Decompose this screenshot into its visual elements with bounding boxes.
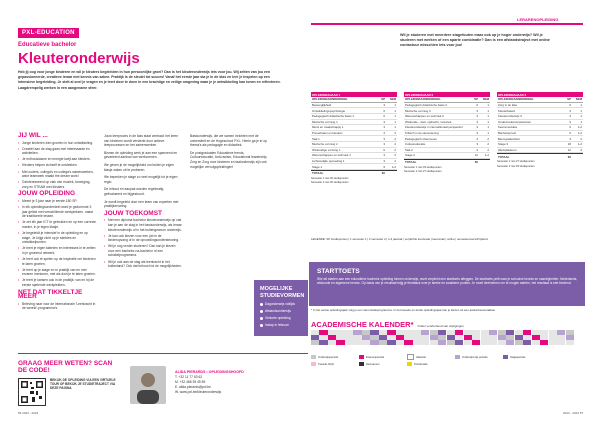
list-item: • Je begeleidt je intensief in de opleiding en op stage. Je krijgt zicht op je sterktes en ontwikkelpunten. (18, 231, 96, 245)
calendar-cell (498, 335, 506, 340)
calendar-legend (311, 354, 583, 366)
table-cell: 3 (476, 142, 478, 147)
table-cell: 12 (474, 153, 478, 158)
jij-wil-list (18, 141, 96, 190)
list-item: • In elk opleidingsonderdeel word je gedurende 3 jaar geleid met verschillende werkplekken, naast de traditionele lessen. (18, 205, 96, 219)
studievorm-item: Instap in februari (260, 323, 289, 327)
legend-item: Examenperiode (359, 354, 401, 360)
calendar-cell (532, 340, 540, 345)
calendar-cell (481, 340, 489, 345)
table-cell: 6 (383, 114, 385, 119)
table-header: OPLEIDINGSJAAR 2 (404, 92, 490, 97)
table-cell: 1 (487, 103, 489, 108)
table-cell: Taal 1 (312, 136, 320, 141)
calendar-cell (515, 335, 523, 340)
table-cell: 2 (394, 131, 396, 136)
calendar-cell (464, 335, 472, 340)
calendar-cell (379, 335, 387, 340)
calendar-cell (413, 335, 421, 340)
calendar-cell (370, 335, 378, 340)
table-total: TOTAAL 60 (311, 170, 397, 176)
table-cell: Stage 1 (312, 164, 322, 169)
calendar-cell (387, 330, 395, 335)
table-total: TOTAAL 60 (404, 159, 490, 165)
jouw-opleiding-list (18, 199, 96, 288)
calendar-cell (472, 335, 480, 340)
table-cell: 3 (569, 119, 571, 124)
intro-text: Heb jij oog voor jonge kinderen en wil je kleuters begeleiden in hun persoonlijke groei? Dan is het kleuteronderwijs iets voor jou. Wij zetten van jou een gepassioneerde, creatieve leraar met kennis van zaken. Praktijk is de sleutel tot succes! Vanaf het eerste jaar sta je in de klas en leer je inspelen op een intensieve begeleiding. Je stelt al snel je vragen en je leert door te doen in een krachtige en veilige omgeving waar je je ontwikkeling kan tonen en reflecteren. Laagdrempelig werken in een aangename sfeer. (18, 70, 281, 90)
calendar-cell (387, 340, 395, 345)
calendar-cell (472, 340, 480, 345)
bullet-icon (260, 310, 263, 313)
calendar-cell (455, 335, 463, 340)
table-cell: 1 (394, 114, 396, 119)
qr-code-icon[interactable] (18, 378, 46, 406)
calendar-cell (336, 340, 344, 345)
table-cell: 1 (487, 119, 489, 124)
table-note: Semester 1 met 30 studiepunten (311, 176, 349, 180)
table-cell: 3 (383, 159, 385, 164)
table-note: Semester 1 met 27 studiepunten (497, 160, 535, 164)
bullet-icon (260, 303, 263, 306)
calendar-note: Onder voorbehoud van wijzigingen (417, 324, 464, 328)
studievormen-box (254, 280, 308, 336)
legend-item: Vakantie (407, 354, 449, 360)
table-cell: 1 (487, 108, 489, 113)
calendar-cell (438, 335, 446, 340)
program-tag: PXL-EDUCATION (18, 28, 79, 38)
legend-item: Herexamen (359, 362, 401, 366)
calendar-cell (549, 330, 557, 335)
column-left (18, 134, 96, 313)
calendar-cell (523, 340, 531, 345)
calendar-cell (566, 340, 574, 345)
table-cell: 3 (476, 119, 478, 124)
calendar-cell (566, 330, 574, 335)
table-cell: 2 (394, 136, 396, 141)
table-cell: Taal 2 (405, 147, 413, 152)
calendar-cell (557, 330, 565, 335)
calendar-cell (311, 340, 319, 345)
list-item: • Geinteresseerd op vlak van muziek, beweging, zorg en STEAM met kleuters. (18, 180, 96, 189)
calendar-cell (515, 340, 523, 345)
table-cell: Preverbalen en kleuters (312, 131, 343, 136)
legend-item: Proclamatie (407, 362, 449, 366)
table-cell: Stage 2 (405, 153, 415, 158)
calendar-cell (396, 335, 404, 340)
table-cell: 1 (487, 125, 489, 130)
page-title: Kleuteronderwijs (18, 50, 140, 67)
column-right (190, 134, 268, 172)
table-cell: 12 (567, 147, 571, 152)
table-cell: 3 (476, 131, 478, 136)
table-cell: 3 (569, 108, 571, 113)
divider (311, 23, 583, 25)
table-cell: 3 (383, 119, 385, 124)
section-label: LERARENOPLEIDING (517, 17, 559, 22)
calendar-cell (447, 330, 455, 335)
calendar-cell (370, 340, 378, 345)
calendar-cell (566, 335, 574, 340)
list-item: • Jonge kinderen zien groeien in hun ontwikkeling. (18, 141, 96, 146)
table-subheader: OPLEIDINGSONDERDEEL SP SEM (312, 97, 396, 102)
table-cell: 3 (476, 125, 478, 130)
table-cell: 3 (569, 136, 571, 141)
studievormen-title: MOGELIJKE STUDIEVORMEN (260, 286, 305, 299)
table-cell: Mens en maatschappij 1 (312, 125, 344, 130)
calendar-cell (540, 335, 548, 340)
calendar-cell (447, 340, 455, 345)
table-cell: 1 (580, 108, 582, 113)
calendar-cell (472, 330, 480, 335)
table-cell: 1-2 (577, 131, 582, 136)
table-cell: Muzische vorming 2 (312, 142, 338, 147)
paragraph: We geven je de mogelijkheid om buiten je eigen klasje zaken uit te proberen. (104, 162, 174, 172)
legend-item: Tweede zittijd (311, 362, 353, 366)
calendar-cell (455, 340, 463, 345)
calendar-cell (464, 340, 472, 345)
table-cell: 9 (383, 164, 385, 169)
calendar-cell (447, 335, 455, 340)
calendar-cell (328, 340, 336, 345)
table-cell: 1 (580, 114, 582, 119)
table-cell: Kleuterbeleid (498, 108, 515, 113)
calendar-cell (404, 340, 412, 345)
column-middle (104, 134, 182, 270)
list-item: • Je kan ook kiezen voor een job in de kinderopvang of in de opvoedingsondersteuning. (104, 234, 182, 243)
calendar-cell (396, 330, 404, 335)
calendar-cell (430, 330, 438, 335)
table-cell: 3 (383, 153, 385, 158)
list-item: • Met een diploma bachelor kleuteronderwijs op zak kan je aan de slag in het basisonderwijs, als leraar kleuteronderwijs of in het buitengewoon onderwijs. (104, 218, 182, 232)
calendar-cell (506, 335, 514, 340)
paragraph: Basisonderwijs, die we samen inrichten met de universiteit en de Hogeschool PXL. Hierin ga je in op thema's als pedagogie en didactiek. (190, 134, 267, 148)
table-cell: Kleuteronderwijs in internationaal perspectief (405, 125, 463, 130)
table-cell: Wiskunde - doel, opdracht, motoriek (405, 119, 452, 124)
table-cell: 3 (383, 125, 385, 130)
jouw-opleiding-heading: JOUW OPLEIDING (18, 190, 76, 198)
table-cell: Wetenschappen en techniek 1 (312, 153, 351, 158)
table-cell: 1 (394, 125, 396, 130)
calendar-cell (489, 330, 497, 335)
table-year-3 (497, 92, 583, 168)
table-cell: 2 (487, 142, 489, 147)
studievorm-item: Afstandsonderwijs (260, 309, 291, 313)
table-note: Semester 2 met 30 studiepunten (311, 181, 349, 185)
table-cell: Beweeglijkheid (312, 103, 332, 108)
legend-item: Onderwijsvrije periode (455, 354, 497, 360)
list-item: • Je leert je eigen talenten en interesses in te zetten in je groeiend netwerk. (18, 246, 96, 255)
table-cell: 1-2 (484, 153, 489, 158)
calendar-cell (421, 340, 429, 345)
table-cell: 2 (394, 153, 396, 158)
calendar-cell (362, 330, 370, 335)
calendar-cell (353, 340, 361, 345)
table-total: TOTAAL 60 (497, 153, 583, 159)
contact-name: ALIDA PIERARDS • OPLEIDINGSHOOFD (175, 370, 244, 374)
calendar-cell (549, 340, 557, 345)
table-cell: Zorg in de klas (498, 103, 517, 108)
table-cell: 6 (569, 131, 571, 136)
list-item: • Beleving naar voor de internationale 'Leerkracht in de wereld'-programma's. (18, 302, 96, 311)
table-cell: 3 (569, 114, 571, 119)
table-cell: Ontwikkelingspsychologie (312, 108, 346, 113)
table-cell: Cultuureducatie (405, 142, 426, 147)
table-year-2 (404, 92, 490, 174)
table-cell: 3 (476, 136, 478, 141)
studievorm-item: Verkorte opleiding (260, 316, 291, 320)
calendar-cell (481, 330, 489, 335)
table-subheader: OPLEIDINGSONDERDEEL SP SEM (405, 97, 489, 102)
calendar-cell (506, 330, 514, 335)
paragraph: De inhoud en aanpak worden regelmatig geëvalueerd en bijgestuurd. (104, 187, 164, 196)
table-cell: 1-2 (391, 164, 396, 169)
calendar-cell (328, 330, 336, 335)
table-cell: 1 (580, 103, 582, 108)
table-cell: 1 (580, 119, 582, 124)
calendar-cell (362, 340, 370, 345)
calendar-cell (370, 330, 378, 335)
table-cell: Onderzoekscompetenties (498, 119, 531, 124)
starttoets-body: Wie wil starten aan een educatieve bachelor opleiding binnen onderwijs, moet verplicht een starttoets afleggen. De starttoets peilt naar je schoolse kennis en vaardigheden: Nederlands, wiskunde en algemene kennis. Op basis van je resultaat krijg je feedback over je sterke en zwakkere punten. Je moet deelnemen om te mogen starten, het resultaat is niet bindend. (317, 277, 578, 286)
table-cell: 6 (383, 147, 385, 152)
calendar-cell (540, 330, 548, 335)
table-cell: 18 (567, 142, 571, 147)
calendar-cell (328, 335, 336, 340)
list-item: • Je leert je kansen ook in de praktijk: van en bij de eerste spelende werkplekken. (18, 278, 96, 287)
calendar-cell (430, 340, 438, 345)
jouw-toekomst-heading: JOUW TOEKOMST (104, 209, 163, 217)
calendar-cell (319, 330, 327, 335)
table-header: OPLEIDINGSJAAR 3 (497, 92, 583, 97)
table-cell: 3 (383, 136, 385, 141)
table-cell: 2 (580, 147, 582, 152)
calendar-cell (319, 340, 327, 345)
calendar-grid (311, 330, 583, 346)
paragraph: Je wordt begeleid door een team van experten met praktijkervaring. (104, 199, 179, 209)
intro-question: Wil je studeren met meerdere stagefouten maar ook op je hoger onderwijs? Wil je studeren met werken of een aparte combinatie? Dan is een afstandstraject met online contactuur misschien iets voor jou! (400, 33, 550, 47)
table-cell: Pedagogisch didactische basis 1 (312, 114, 354, 119)
calendar-cell (489, 340, 497, 345)
contact-block (175, 370, 244, 395)
calendar-cell (421, 330, 429, 335)
table-note: Semester 2 met 27 studiepunten (404, 170, 442, 174)
starttoets-title: STARTTOETS (317, 268, 360, 275)
table-cell: 3 (476, 147, 478, 152)
table-cell: Pedagogisch observeren (405, 136, 437, 141)
table-cell: Pedagogisch didactische basis 2 (405, 103, 447, 108)
table-cell: 6 (476, 103, 478, 108)
table-cell: 2 (394, 159, 396, 164)
calendar-cell (523, 335, 531, 340)
contact-cta-title: GRAAG MEER WETEN? SCAN DE CODE! (18, 360, 113, 375)
table-cell: 6 (569, 125, 571, 130)
calendar-cell (362, 335, 370, 340)
table-cell: 1 (394, 108, 396, 113)
calendar-cell (345, 335, 353, 340)
contact-email[interactable]: E. alida.pierards@pxl.be (175, 385, 211, 389)
table-cell: 2 (487, 136, 489, 141)
calendar-cell (421, 335, 429, 340)
paragraph: Jouw leerproces in de klas staat centraal: het leren van kinderen wordt versterkt door actieve leerprocessen en het samenwerken. (104, 134, 179, 148)
bullet-icon (260, 324, 263, 327)
calendar-cell (353, 335, 361, 340)
calendar-cell (336, 335, 344, 340)
table-cell: 1-2 (577, 142, 582, 147)
calendar-title: ACADEMISCHE KALENDER* Onder voorbehoud van wijzigingen (311, 320, 464, 329)
list-item: • Je enthousiasme en energie kwijt aan kleuters. (18, 157, 96, 162)
table-cell: 1 (394, 103, 396, 108)
footnote: * In het eerste opleidingsjaar volg je een vast studieprogramma. In het tweede en derde opleidingsjaar kan je kiezen uit een aantal keuzevakken. (311, 308, 496, 312)
starttoets-box (309, 262, 585, 306)
list-item: • Met ouders, collega's en collega's samenwerken, want teamwerk maakt the dream work! (18, 170, 96, 179)
calendar-cell (353, 330, 361, 335)
calendar-cell (506, 340, 514, 345)
table-cell: 3 (476, 108, 478, 113)
table-cell: Keuzemodules (498, 125, 518, 130)
calendar-cell (549, 335, 557, 340)
calendar-cell (455, 330, 463, 335)
calendar-cell (438, 330, 446, 335)
calendar-cell (489, 335, 497, 340)
list-item: • Creatief aan de slag gaan met interessante en activiteiten. (18, 147, 96, 156)
list-item: • Kleuters helpen zichzelf te ontdekken. (18, 163, 96, 168)
table-cell: Werkplekleren (498, 147, 517, 152)
legend-item: Stageperiode (503, 354, 545, 360)
calendar-cell (515, 330, 523, 335)
table-cell: 2 (394, 147, 396, 152)
calendar-cell (523, 330, 531, 335)
calendar-cell (557, 335, 565, 340)
table-note: Semester 1 met 33 studiepunten (404, 165, 442, 169)
table-cell: Muzische vorming 3 (405, 108, 431, 113)
list-item: • Je zet elk jaar ICT te gebruiken en op een correcte manier, in je eigen klasje. (18, 220, 96, 229)
calendar-cell (319, 335, 327, 340)
page-subtitle: Educatieve bachelor (18, 42, 77, 48)
divider (18, 353, 308, 354)
contact-web[interactable]: W. www.pxl.be/kleuteronderwijs (175, 390, 222, 394)
calendar-cell (396, 340, 404, 345)
contact-phone[interactable]: T. +32 11 77 63 62 (175, 375, 203, 379)
table-cell: 3 (383, 142, 385, 147)
calendar-cell (498, 340, 506, 345)
calendar-cell (345, 330, 353, 335)
calendar-cell (345, 340, 353, 345)
table-cell: Bachelorproef (498, 131, 516, 136)
table-subheader: OPLEIDINGSONDERDEEL SP SEM (498, 97, 582, 102)
table-cell: 2 (580, 136, 582, 141)
calendar-cell (481, 335, 489, 340)
calendar-cell (404, 335, 412, 340)
calendar-cell (413, 340, 421, 345)
calendar-cell (404, 330, 412, 335)
table-cell: Beroepsidentiteit (498, 136, 520, 141)
table-cell: 2 (394, 142, 396, 147)
studievorm-item: Dagonderwijs voltijds (260, 302, 295, 306)
calendar-cell (498, 330, 506, 335)
list-item: • Meent je 3 jaar naar je eerste 180 SP. (18, 199, 96, 204)
table-cell: 6 (383, 108, 385, 113)
table-cell: Wiskundige vorming 1 (312, 147, 341, 152)
legend-item: Onderwijsperiode (311, 354, 353, 360)
calendar-cell (532, 335, 540, 340)
avatar (130, 366, 166, 404)
calendar-cell (336, 330, 344, 335)
calendar-cell (540, 340, 548, 345)
calendar-cell (438, 340, 446, 345)
table-cell: 3 (383, 131, 385, 136)
table-cell: 1 (394, 119, 396, 124)
calendar-cell (379, 330, 387, 335)
paragraph: De postgraduaten Educatieve trends, Cultuureducatie, Anti-racism, Educational leadership, Zorg en Zorg voor kinderen en taalonderwijs zijn ook mogelijke vervolgopleidingen! (190, 150, 268, 169)
table-cell: Muzische vorming 1 (312, 119, 338, 124)
table-cell: Kleuteronderwijs 3 (498, 114, 522, 119)
table-header: OPLEIDINGSJAAR 1 (311, 92, 397, 97)
calendar-cell (532, 330, 540, 335)
calendar-cell (311, 335, 319, 340)
calendar-cell (413, 330, 421, 335)
table-cell: Lichamelijke opvoeding 1 (312, 159, 345, 164)
table-cell: Stage 3 (498, 142, 508, 147)
table-cell: 1 (487, 114, 489, 119)
calendar-cell (387, 335, 395, 340)
table-cell: 3 (476, 114, 478, 119)
calendar-cell (464, 330, 472, 335)
table-cell: 1 (487, 131, 489, 136)
table-note: Semester 2 met 33 studiepunten (497, 164, 535, 168)
calendar-cell (430, 335, 438, 340)
page-number-right: 2023 - 2024 57 (563, 411, 584, 415)
table-cell: Kritisch in de samenleving (405, 131, 439, 136)
bullet-icon (260, 317, 263, 320)
contact-cta-text: BEKIJK DE OPLEIDING VIA EEN VIRTUELE TOUR OF BEKIJK JE STUDIETRAJECT VIA DEZE PAGINA (50, 378, 116, 391)
paragraph: We beperken je stage zo veel mogelijk tot je eigen regio. (104, 175, 178, 184)
page-number-left: 56 2023 - 2024 (18, 411, 39, 415)
jij-wil-heading: JIJ WIL ... (18, 132, 48, 139)
list-item: • Je leert op je stage en in praktijk van en met ervaren mentoren, met als doel je te laten groeien. (18, 268, 96, 277)
table-cell: 6 (569, 103, 571, 108)
calendar-cell (311, 330, 319, 335)
list-item: • Wil je ook aan de slag als leerkracht in het buitenland? Ook dat behoort tot de mogelijkheden. (104, 260, 182, 269)
list-item: • Je leert ook te spelen op de inspiratie om kinderen te laten groeien. (18, 257, 96, 266)
table-cell: 3 (383, 103, 385, 108)
list-item: • Wil je nog verder studeren? Dan kan je kiezen voor een bachelor-na-bachelor of een schakelprogramma. (104, 244, 182, 258)
tikkeltje-heading: NET DAT TIKKELTJE MEER (18, 288, 83, 301)
table-year-1 (311, 92, 397, 185)
table-cell: 2 (487, 147, 489, 152)
paragraph: Binnen de opleiding werk je aan een spannend en gevarieerd aanbod van werkvormen. (104, 150, 178, 160)
table-cell: Wetenschappen en techniek 2 (405, 114, 444, 119)
calendar-cell (557, 340, 565, 345)
table-legend: LEGENDE: SP studiepunten | 1 semester 1 | 2 semester 2 | 1-2 jaarvak | verplichte keuzevak | keuzevak | online | semesteroverschrijdend (311, 237, 488, 241)
contact-mobile[interactable]: M. +32 468 35 45 89 (175, 380, 206, 384)
calendar-cell (379, 340, 387, 345)
table-cell: 1-2 (577, 125, 582, 130)
